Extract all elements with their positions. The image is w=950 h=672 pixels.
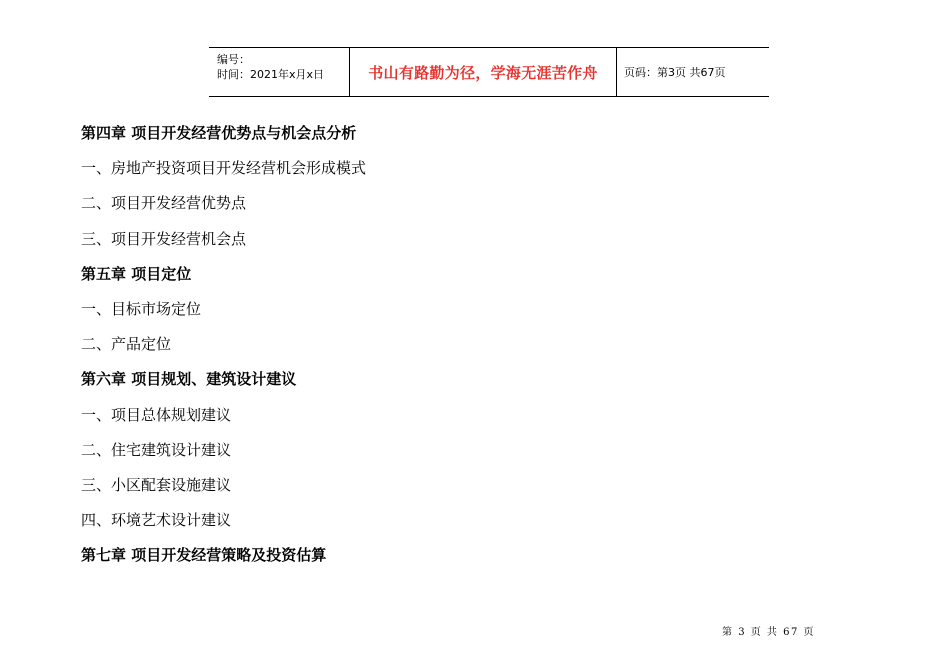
chapter-heading: 第六章 项目规划、建筑设计建议 — [81, 370, 297, 389]
section-item: 一、项目总体规划建议 — [81, 405, 232, 424]
table-of-contents — [81, 118, 781, 575]
section-item: 二、产品定位 — [81, 335, 172, 354]
chapter-heading: 第五章 项目定位 — [81, 264, 192, 283]
section-item: 三、小区配套设施建议 — [81, 475, 232, 494]
document-number-label: 编号： — [217, 53, 250, 66]
section-item: 四、环境艺术设计建议 — [81, 511, 232, 530]
section-item: 一、房地产投资项目开发经营机会形成模式 — [81, 159, 367, 178]
document-time-label: 时间：2021年x月x日 — [217, 68, 325, 81]
chapter-heading: 第七章 项目开发经营策略及投资估算 — [81, 546, 327, 565]
section-item: 一、目标市场定位 — [81, 299, 202, 318]
section-item: 二、住宅建筑设计建议 — [81, 440, 232, 459]
section-item: 三、项目开发经营机会点 — [81, 229, 247, 248]
header-motto: 书山有路勤为径，学海无涯苦作舟 — [350, 48, 617, 96]
section-item: 二、项目开发经营优势点 — [81, 194, 247, 213]
chapter-heading: 第四章 项目开发经营优势点与机会点分析 — [81, 124, 357, 142]
page-header — [209, 47, 769, 97]
header-page-info: 页码：第3页 共67页 — [624, 66, 726, 79]
header-meta-cell — [209, 48, 350, 96]
page-footer-number: 第 3 页 共 67 页 — [722, 627, 815, 638]
